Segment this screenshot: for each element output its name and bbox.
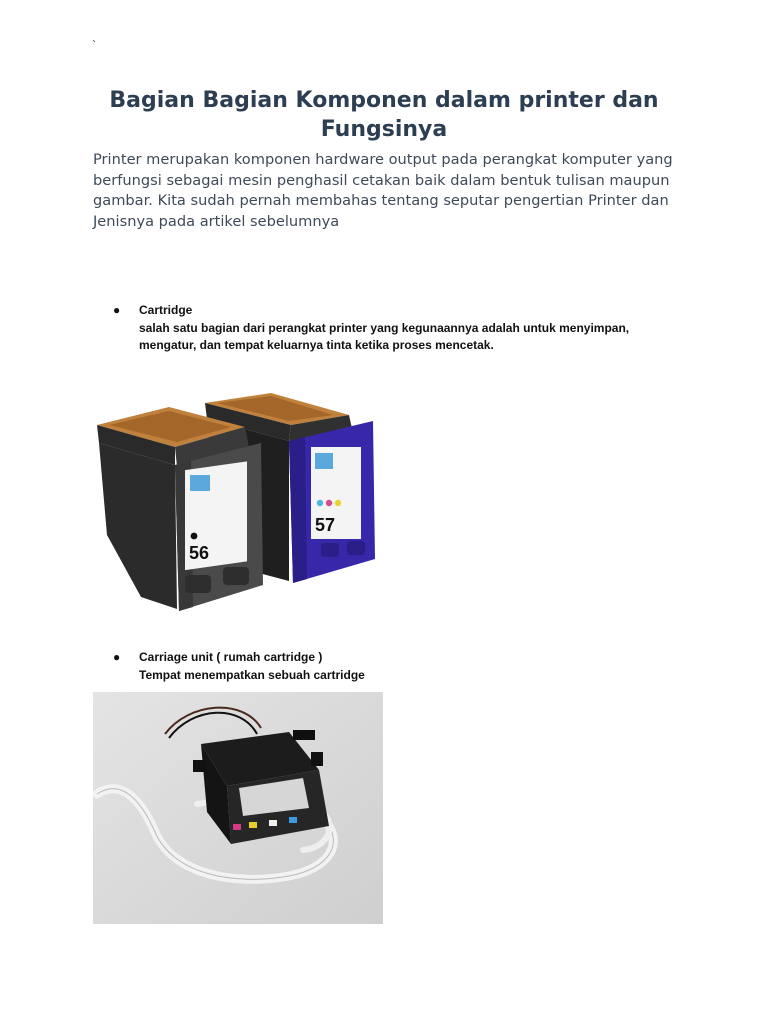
- tick-mark: `: [92, 38, 96, 52]
- carriage-unit-photo: [93, 692, 383, 924]
- cartridge-photo: [93, 363, 383, 638]
- cartridge-number-56: 56: [189, 543, 210, 563]
- bullet-icon: ●: [113, 650, 121, 664]
- page-title: Bagian Bagian Komponen dalam printer dan Fungsinya: [109, 88, 659, 142]
- intro-paragraph: Printer merupakan komponen hardware output pada perangkat komputer yang berfungsi sebagai mesin penghasil cetakan baik dalam bentuk tulisan maupun gambar. Kita sudah pernah membahas tentang seputar pengertian Printer dan Jenisnya pada artikel sebelumnya: [93, 151, 673, 230]
- item-title: Cartridge: [139, 303, 193, 317]
- bullet-icon: ●: [113, 303, 121, 317]
- item-description: Tempat menempatkan sebuah cartridge: [139, 667, 365, 682]
- cartridge-number-57: 57: [315, 515, 336, 535]
- item-description: salah satu bagian dari perangkat printer yang kegunaannya adalah untuk menyimpan, mengatur, dan tempat keluarnya tinta ketika proses mencetak.: [139, 320, 630, 352]
- item-title: Carriage unit ( rumah cartridge ): [139, 650, 323, 664]
